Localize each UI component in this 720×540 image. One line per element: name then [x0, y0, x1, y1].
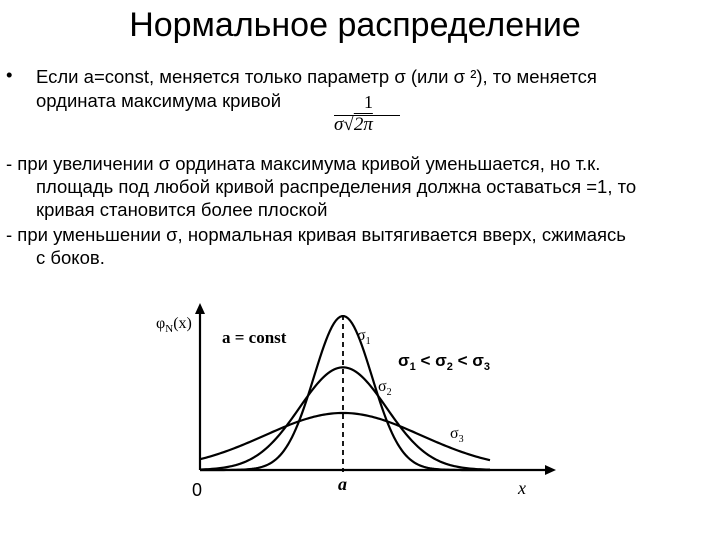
sigma-fraction — [328, 92, 408, 136]
fraction-numerator: 1 — [364, 92, 373, 112]
paragraph2-line2: с боков. — [36, 247, 105, 268]
slide-title: Нормальное распределение — [129, 6, 581, 44]
paragraph1-line3: кривая становится более плоской — [36, 199, 328, 220]
series-label-sigma1: $\sigma_1$ — [357, 327, 371, 347]
annotation-label: a = const — [222, 328, 287, 347]
normal-distribution-graph — [150, 300, 560, 505]
center-label: a — [338, 474, 347, 494]
fraction-root: √ — [343, 114, 354, 135]
series-label-sigma3: $\sigma_3$ — [450, 425, 464, 445]
paragraph2-line1: - при уменьшении σ, нормальная кривая вытягивается вверх, сжимаясь — [6, 224, 626, 245]
fraction-radicand: 2π — [353, 114, 373, 135]
origin-label: 0 — [192, 480, 203, 500]
curve-sigma3 — [200, 413, 490, 460]
inequality-label: $\sigma_1 < \sigma_2 < \sigma_3$ — [398, 351, 491, 373]
bullet-line-1: Если a=const, меняется только параметр σ (или σ ²), то меняется — [36, 66, 597, 87]
fraction-denominator — [334, 114, 373, 136]
paragraph1-line1: - при увеличении σ ордината максимума кривой уменьшается, но т.к. — [6, 153, 601, 174]
x-axis-label: x — [518, 478, 526, 498]
y-axis-label: $\varphi_N(x)$ — [156, 315, 192, 335]
fraction-sigma: σ — [334, 114, 344, 135]
paragraph1-line2: площадь под любой кривой распределения должна оставаться =1, то — [36, 176, 637, 197]
bullet-line-2: ордината максимума кривой — [36, 90, 282, 111]
y-axis-arrow — [195, 303, 205, 314]
series-label-sigma2: $\sigma_2$ — [378, 378, 392, 398]
bullet-marker: • — [6, 64, 13, 85]
x-axis-arrow — [545, 465, 556, 475]
curve-sigma2 — [200, 367, 490, 469]
